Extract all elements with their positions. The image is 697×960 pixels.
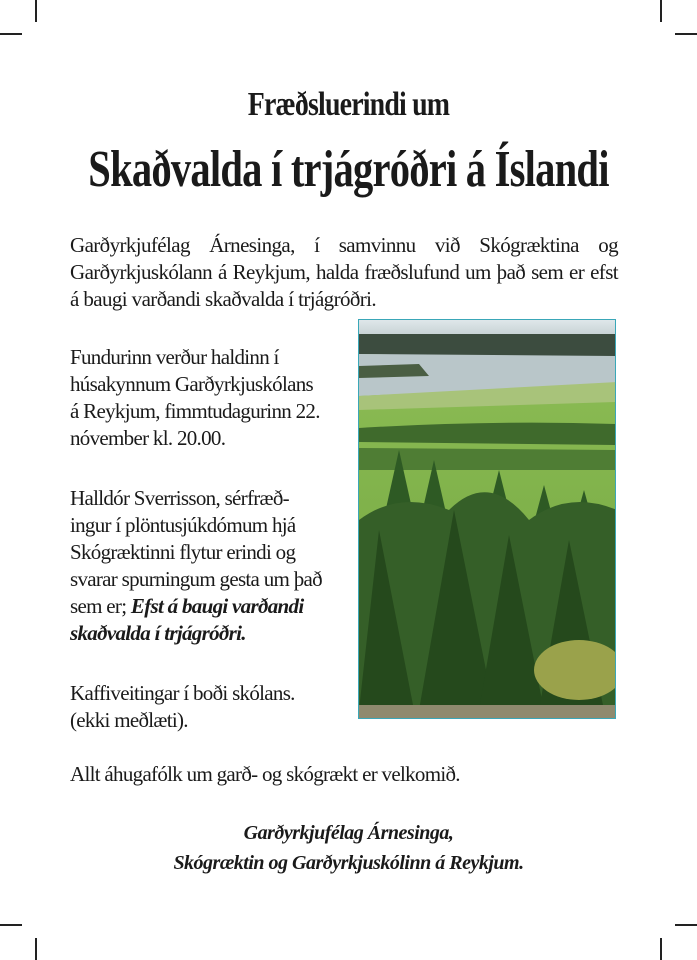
speaker-paragraph (70, 485, 370, 647)
text-line: Kaffiveitingar í boði skólans. (70, 681, 295, 705)
crop-mark (35, 0, 37, 22)
talk-topic: skaðvalda í trjágróðri. (70, 621, 246, 645)
signature-line: Garðyrkjufélag Árnesinga, (243, 822, 454, 844)
forest-landscape-photo (358, 319, 616, 719)
text-line: Fundurinn verður haldinn í (70, 345, 279, 369)
kicker-heading: Fræðsluerindi um (247, 86, 450, 123)
signature-block (0, 818, 697, 878)
landscape-illustration (359, 320, 616, 719)
text-line: nóvember kl. 20.00. (70, 426, 226, 450)
crop-mark (0, 33, 22, 35)
crop-mark (675, 33, 697, 35)
crop-mark (660, 938, 662, 960)
crop-mark (675, 924, 697, 926)
refreshments-paragraph (70, 680, 370, 734)
text-line: Halldór Sverrisson, sérfræð- (70, 486, 289, 510)
crop-mark (0, 924, 22, 926)
text-line: húsakynnum Garðyrkjuskólans (70, 372, 313, 396)
signature-line: Skógræktin og Garðyrkjuskólinn á Reykjum. (173, 852, 524, 874)
text-line: Skógræktinni flytur erindi og (70, 540, 296, 564)
welcome-text: Allt áhugafólk um garð- og skógrækt er velkomið. (70, 762, 460, 786)
text-line (70, 593, 370, 620)
text-span: sem er; (70, 594, 131, 618)
text-line: ingur í plöntusjúkdómum hjá (70, 513, 296, 537)
talk-topic: Efst á baugi varðandi (130, 594, 304, 618)
text-line: (ekki meðlæti). (70, 708, 188, 732)
text-line: á Reykjum, fimmtudagurinn 22. (70, 399, 320, 423)
venue-paragraph (70, 344, 370, 452)
crop-mark (660, 0, 662, 22)
intro-paragraph: Garðyrkjufélag Árnesinga, í samvinnu við Skógræktina og Garðyrkjuskólann á Reykjum, halda fræðslufund um það sem er efst á baugi varðandi skaðvalda í trjágróðri. (70, 233, 618, 311)
text-line: svarar spurningum gesta um það (70, 567, 322, 591)
crop-mark (35, 938, 37, 960)
page-title: Skaðvalda í trjágróðri á Íslandi (88, 141, 609, 198)
